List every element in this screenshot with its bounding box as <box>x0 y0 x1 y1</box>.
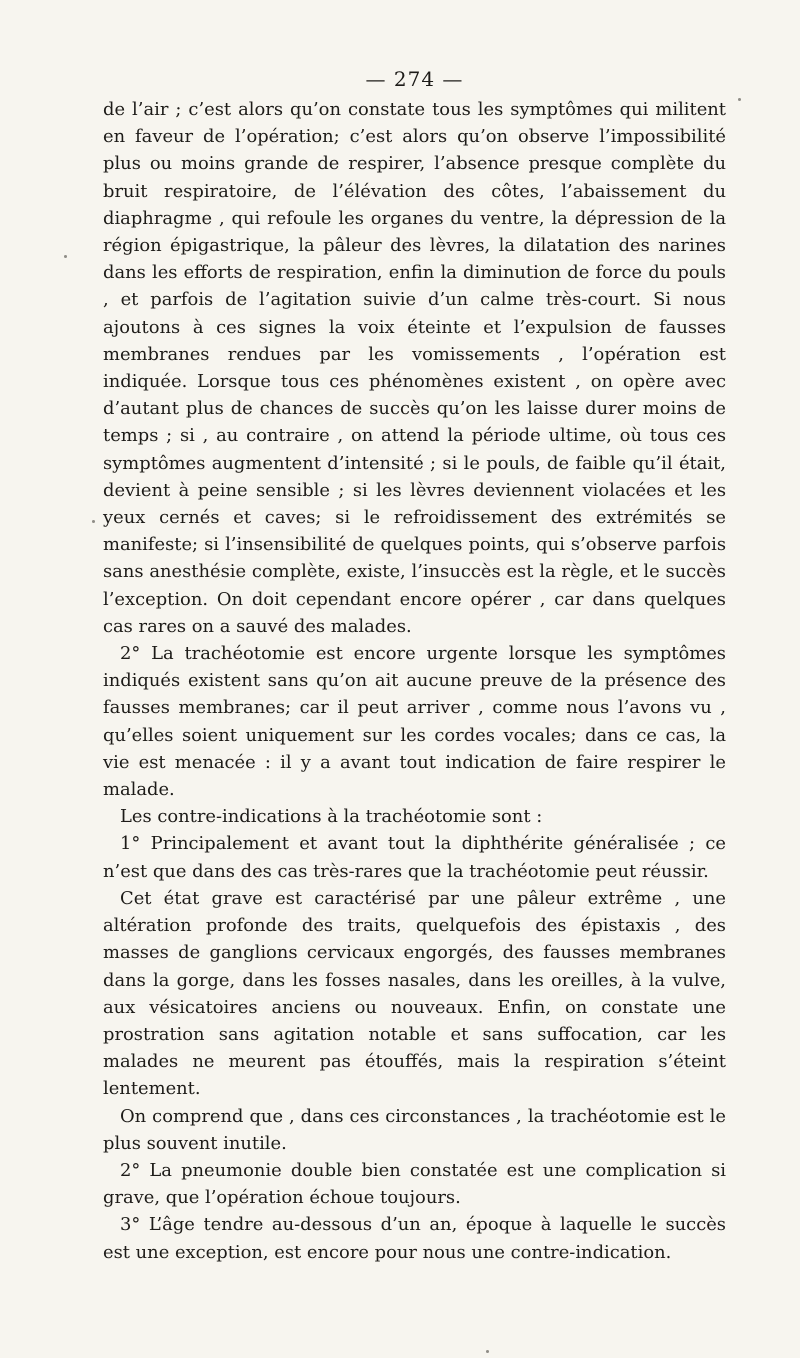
paragraph-double-pneumonia: 2° La pneumonie double bien constatée est une complication si grave, que l’opération échoue toujours. <box>103 1159 726 1209</box>
paragraph-contraindications-intro: Les contre-indications à la trachéotomie sont : <box>120 806 543 828</box>
paper-speck <box>64 255 67 258</box>
paragraph-grave-state: Cet état grave est caractérisé par une pâleur extrême , une altération profonde des traits, quelquefois des épistaxis , des masses de ganglions cervicaux engorgés, des fausses membranes dans la gorge, dans les fosses nasales, dans les oreilles, à la vulve, aux vésicatoires anciens ou nouveaux. Enfin, on constate une prostration sans agitation notable et sans suffocation, car les malades ne meurent pas étouffés, mais la respiration s’éteint lentement. <box>103 887 726 1100</box>
paragraph-often-useless: On comprend que , dans ces circonstances , la trachéotomie est le plus souvent inutile. <box>103 1105 726 1154</box>
paper-speck <box>486 1350 489 1353</box>
paper-speck <box>738 98 741 101</box>
paper-speck <box>92 520 95 523</box>
paragraph-tender-age: 3° L’âge tendre au-dessous d’un an, époque à laquelle le succès est une exception, est encore pour nous une contre-indication. <box>103 1214 726 1263</box>
paragraph-continuation: de l’air ; c’est alors qu’on constate tous les symptômes qui militent en faveur de l’opération; c’est alors qu’on observe l’impossibilité plus ou moins grande de respirer, l’absence presque complète du bruit respiratoire, de l’élévation des côtes, l’abaissement du diaphragme , qui refoule les organes du ventre, la dépression de la région épigastrique, la pâleur des lèvres, la dilatation des narines dans les efforts de respiration, enfin la diminution de force du pouls , et parfois de l’agitation suivie d’un calme très-court. Si nous ajoutons à ces signes la voix éteinte et l’expulsion de fausses membranes rendues par les vomissements , l’opération est indiquée. Lorsque tous ces phénomènes existent , on opère avec d’autant plus de chances de succès qu’on les laisse durer moins de temps ; si , au contraire , on attend la période ultime, où tous ces symptômes augmentent d’intensité ; si le pouls, de faible qu’il était, devient à peine sensible ; si les lèvres deviennent violacées et les yeux cernés et caves; si le refroidissement des extrémités se manifeste; si l’insensibilité de quelques points, qui s’observe parfois sans anesthésie complète, existe, l’insuccès est la règle, et le succès l’exception. On doit cependant encore opérer , car dans quelques cas rares on a sauvé des malades. <box>103 99 726 637</box>
paragraph-generalized-diphtheria: 1° Principalement et avant tout la diphthérite généralisée ; ce n’est que dans des cas très-rares que la trachéotomie peut réussir. <box>103 833 726 882</box>
paragraph-urgent-tracheotomy: 2° La trachéotomie est encore urgente lorsque les symptômes indiqués existent sans qu’on ait aucune preuve de la présence des fausses membranes; car il peut arriver , comme nous l’avons vu , qu’elles soient uniquement sur les cordes vocales; dans ce cas, la vie est menacée : il y a avant tout indication de faire respirer le malade. <box>103 643 726 801</box>
page-number: — 274 — <box>365 67 464 91</box>
